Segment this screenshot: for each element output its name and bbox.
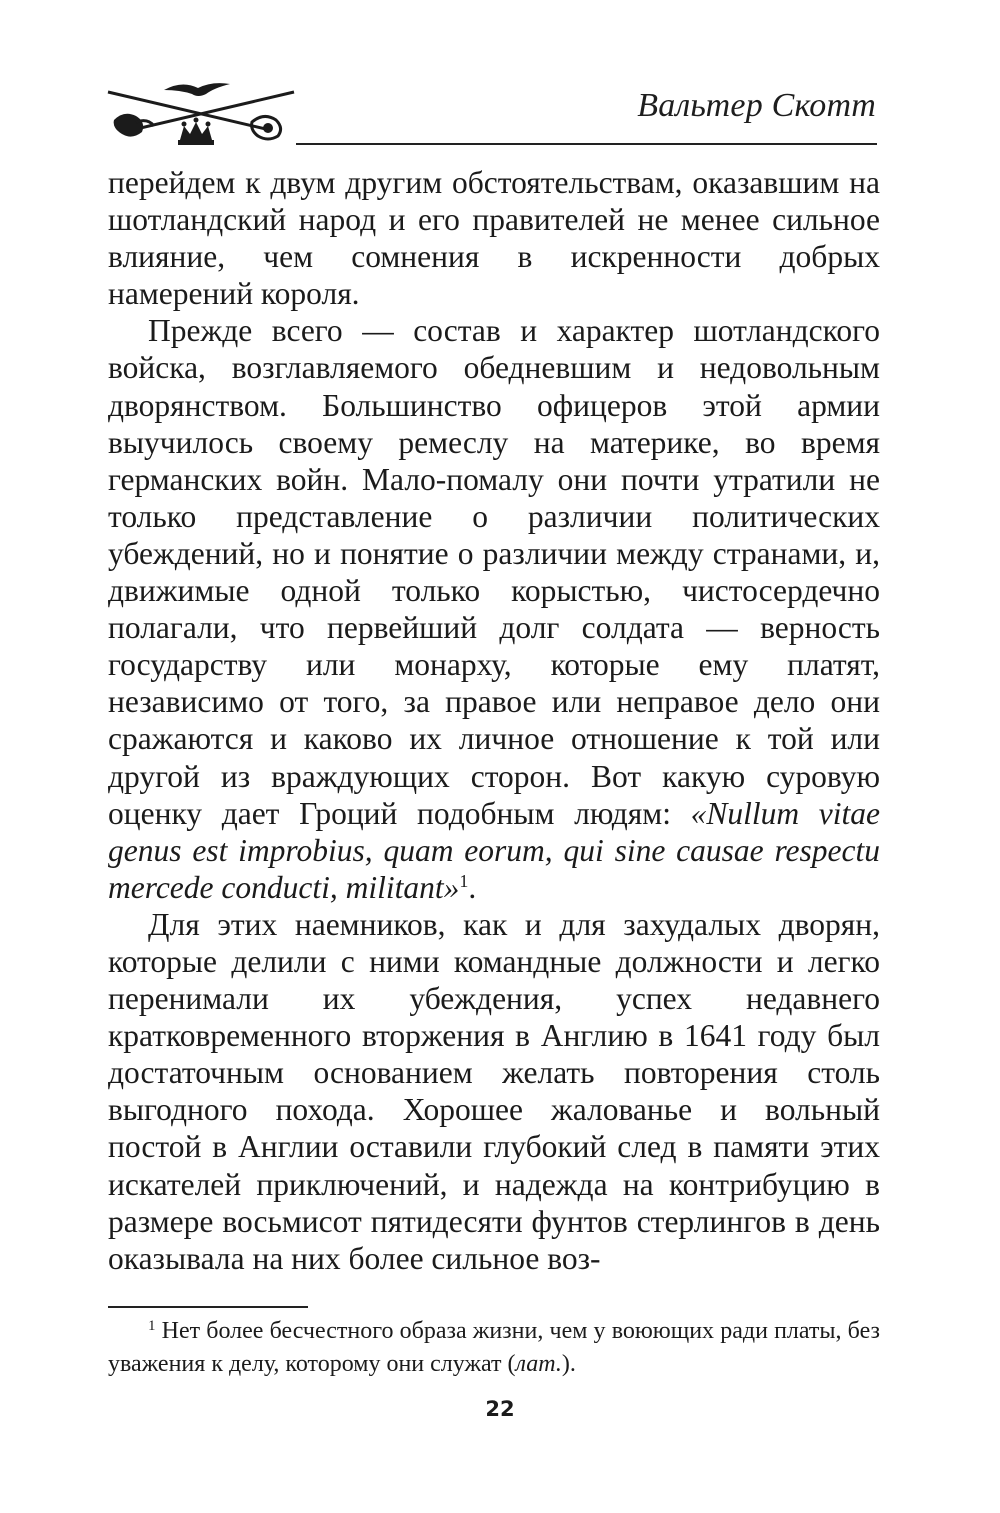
paragraph-1: перейдем к двум другим обстоятельствам, оказавшим на шотландский народ и его правителей не менее сильное влияние, чем сомнения в искренности добрых намерений короля. [108,165,880,312]
footnote-reference[interactable]: 1 [459,870,469,891]
main-text [108,164,880,1277]
footnote [108,1315,880,1381]
paragraph-2-end: . [468,869,477,905]
page-number: 22 [485,1397,515,1421]
running-title: Вальтер Скотт [637,87,876,124]
crossed-swords-crown-bird-icon [102,78,298,150]
footnote-divider [108,1306,308,1308]
footnote-text-end: ). [561,1351,576,1377]
footnote-mark: 1 [148,1318,156,1334]
paragraph-2 [108,312,880,906]
paragraph-2-text: Прежде всего — состав и характер шотландского войска, возглавляемого обедневшим и недовольным дворянством. Большинство офицеров этой армии выучилось своему ремеслу на материке, во время германских войн. Мало-помалу они почти утратили не только представление о различии политических убеждений, но и понятие о различии между странами, и, движимые одной только корыстью, чистосердечно полагали, что первейший долг солдата — верность государству или монарху, которые ему платят, независимо от того, за правое или неправое дело они сражаются и каково их личное отношение к той или другой из враждующих сторон. Вот какую суровую оценку дает Гроций подобным людям: [108,313,880,831]
paragraph-3: Для этих наемников, как и для захудалых дворян, которые делили с ними командные должности и легко перенимали их убеждения, успех недавнего кратковременного вторжения в Англию в 1641 году был достаточным основанием желать повторения столь выгодного похода. Хорошее жалованье и вольный постой в Англии оставили глубокий след в памяти этих искателей приключений, и надежда на контрибуцию в размере восьмисот пятидесяти фунтов стерлингов в день оказывала на них более сильное воз- [108,906,880,1276]
footnote-abbreviation: лат. [515,1351,562,1377]
footnote-text: Нет более бесчестного образа жизни, чем у воюющих ради платы, без уважения к делу, которому они служат ( [108,1318,880,1377]
page-header [0,0,1000,160]
header-divider [296,143,877,145]
latin-quote: «Nullum vitae genus est improbius, quam eorum, qui sine causae respectu mercede conducti, militant» [108,795,880,905]
